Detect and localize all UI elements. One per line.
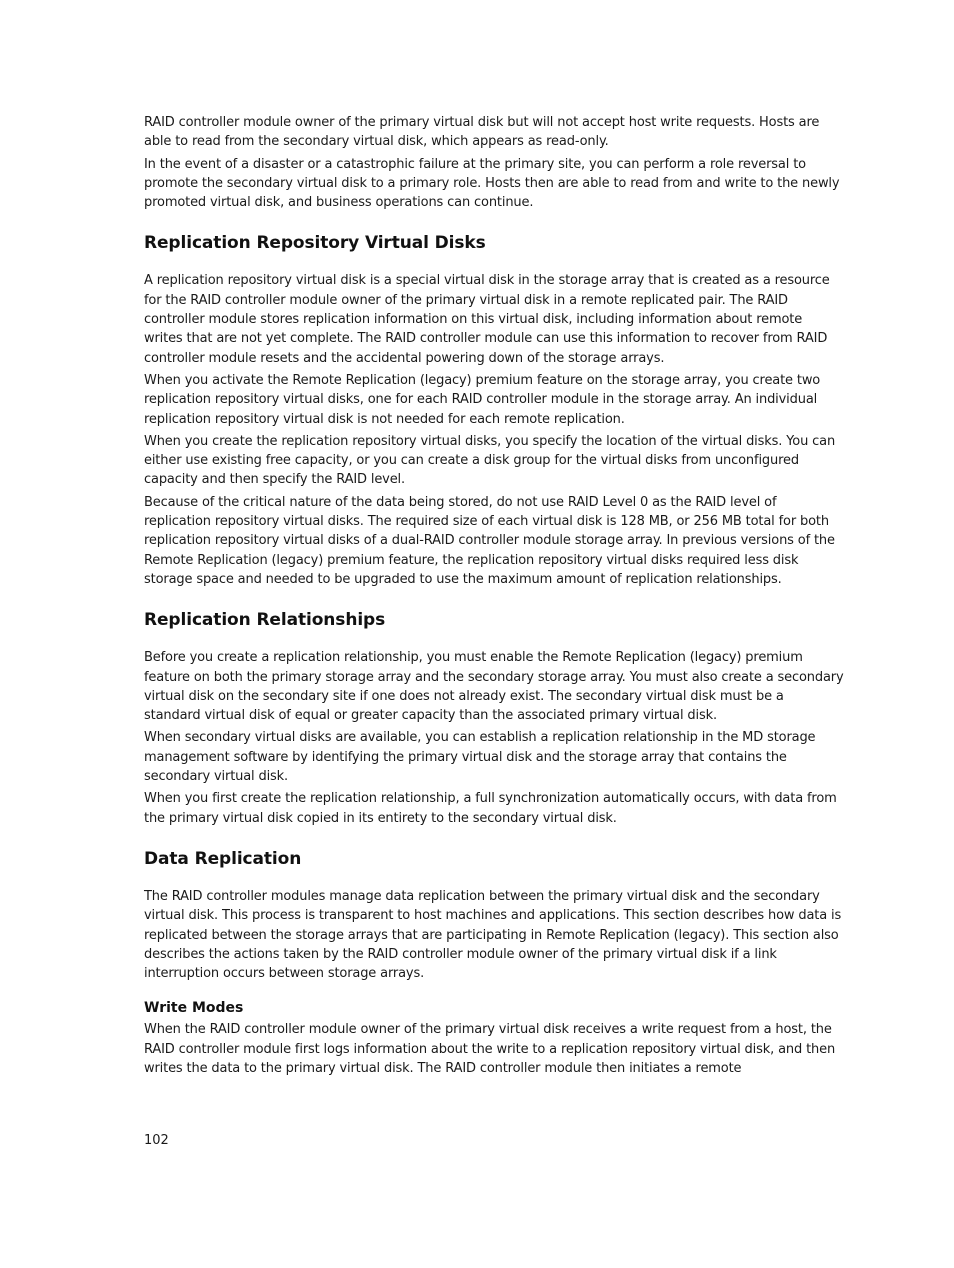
- subsection-paragraph: When the RAID controller module owner of the primary virtual disk receives a write request from a host, the RAID controller module first logs information about the write to a replication repository virtual disk, and then writes the data to the primary virtual disk. The RAID controller module then initiates a remote: [144, 1022, 836, 1076]
- intro-paragraph-2: In the event of a disaster or a catastrophic failure at the primary site, you can perform a role reversal to promote the secondary virtual disk to a primary role. Hosts then are able to read from and write to the newly promoted virtual disk, and business operations can continue.: [144, 156, 840, 211]
- section-heading-data-replication: Data Replication: [144, 848, 302, 869]
- section-heading-replication-relationships: Replication Relationships: [144, 610, 386, 631]
- section-3-paragraph-1: The RAID controller modules manage data replication between the primary virtual disk and the secondary virtual disk. This process is transparent to host machines and applications. This section describes how data is replicated between the storage arrays that are participating in Remote Replication (legacy). This section also describes the actions taken by the RAID controller module owner of the primary virtual disk if a link interruption occurs between storage arrays.: [144, 888, 842, 982]
- section-2-paragraph-1: Before you create a replication relationship, you must enable the Remote Replication (legacy) premium feature on both the primary storage array and the secondary storage array. You must also create a secondary virtual disk on the secondary site if one does not already exist. The secondary virtual disk must be a standard virtual disk of equal or greater capacity than the associated primary virtual disk.: [144, 650, 844, 724]
- section-2-paragraph-2: When secondary virtual disks are available, you can establish a replication relationship in the MD storage management software by identifying the primary virtual disk and the storage array that contains the secondary virtual disk.: [144, 730, 816, 785]
- section-1-paragraph-4: Because of the critical nature of the data being stored, do not use RAID Level 0 as the RAID level of replication repository virtual disks. The required size of each virtual disk is 128 MB, or 256 MB total for both replication repository virtual disks of a dual-RAID controller module storage array. In previous versions of the Remote Replication (legacy) premium feature, the replication repository virtual disks required less disk storage space and needed to be upgraded to use the maximum amount of replication relationships.: [144, 494, 835, 587]
- page-body: [144, 113, 844, 1081]
- subsection-heading-write-modes: Write Modes: [144, 1000, 244, 1017]
- page-number: 102: [144, 1133, 169, 1148]
- intro-paragraph-1: RAID controller module owner of the primary virtual disk but will not accept host write requests. Hosts are able to read from the secondary virtual disk, which appears as read-only.: [144, 115, 820, 150]
- section-heading-replication-repository: Replication Repository Virtual Disks: [144, 233, 486, 254]
- section-2-paragraph-3: When you first create the replication relationship, a full synchronization automatically occurs, with data from the primary virtual disk copied in its entirety to the secondary virtual disk.: [144, 791, 837, 826]
- section-1-paragraph-2: When you activate the Remote Replication (legacy) premium feature on the storage array, you create two replication repository virtual disks, one for each RAID controller module in the storage array. An individual replication repository virtual disk is not needed for each remote replication.: [144, 372, 821, 427]
- section-1-paragraph-1: A replication repository virtual disk is a special virtual disk in the storage array that is created as a resource for the RAID controller module owner of the primary virtual disk in a remote replicated pair. The RAID controller module stores replication information on this virtual disk, including information about remote writes that are not yet complete. The RAID controller module can use this information to recover from RAID controller module resets and the accidental powering down of the storage arrays.: [144, 273, 830, 366]
- section-1-paragraph-3: When you create the replication repository virtual disks, you specify the location of the virtual disks. You can either use existing free capacity, or you can create a disk group for the virtual disks from unconfigured capacity and then specify the RAID level.: [144, 433, 836, 488]
